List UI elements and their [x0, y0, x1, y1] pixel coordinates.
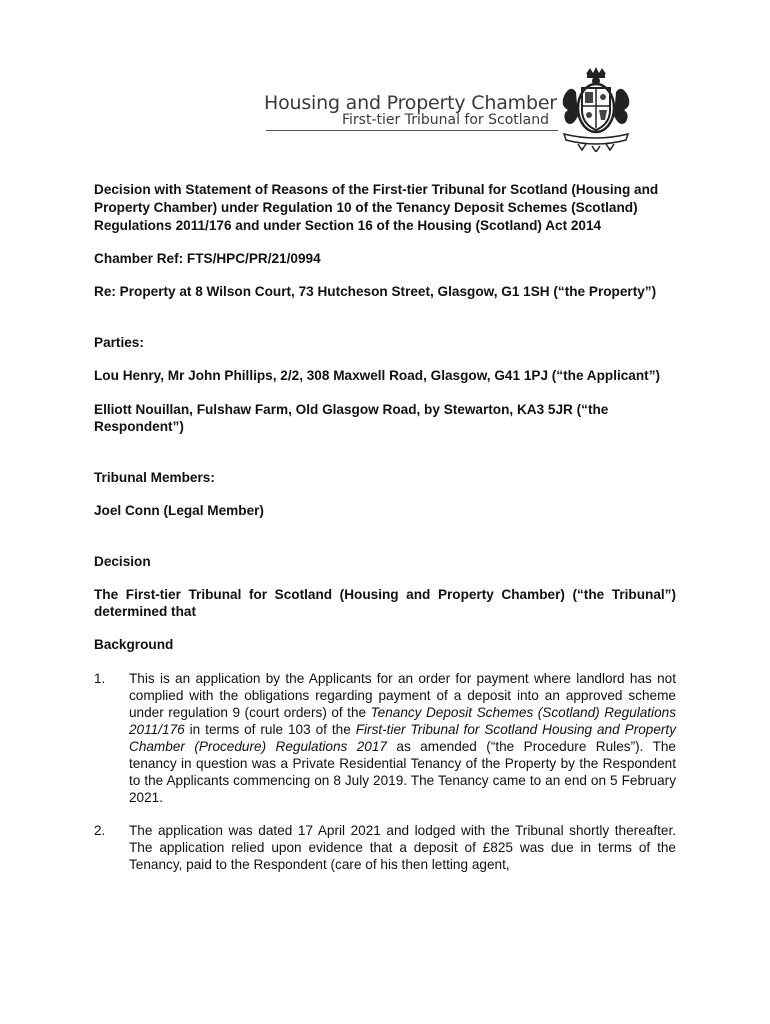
paragraph-text: The application was dated 17 April 2021 and lodged with the Tribunal shortly thereafter. The application relied upon evidence that a deposit of £825 was due in terms of the Tenancy, paid to the Respondent (care of his then letting agent,: [129, 823, 676, 872]
procedure-rules-citation: First-tier Tribunal for Scotland Housing and Property Chamber (Procedure) Regulations 2017: [129, 722, 676, 754]
paragraph-text: [129, 670, 676, 806]
tribunal-member: Joel Conn (Legal Member): [94, 503, 264, 518]
document-body: [94, 181, 676, 873]
tribunal-subtitle: First-tier Tribunal for Scotland: [342, 112, 549, 128]
paragraph-text-part: as amended (“the Procedure Rules”). The tenancy in question was a Private Residential Tenancy of the Property by the Respondent to the Applicants commencing on 8 July 2019. The Tenancy came to an end on 5 February 2021.: [129, 739, 676, 805]
applicant-details: Lou Henry, Mr John Phillips, 2/2, 308 Maxwell Road, Glasgow, G41 1PJ (“the Applicant”): [94, 368, 661, 383]
chamber-title: Housing and Property Chamber: [264, 92, 557, 114]
respondent-details: Elliott Nouillan, Fulshaw Farm, Old Glasgow Road, by Stewarton, KA3 5JR (“the Respondent”): [94, 402, 609, 434]
background-label: Background: [94, 637, 174, 652]
header-rule: [266, 130, 558, 131]
paragraph-number: 1.: [94, 671, 106, 686]
paragraph-text-part: This is an application by the Applicants for an order for payment where landlord has not complied with the obligations regarding payment of a deposit into an approved scheme under regulation 9 (court orders) of the: [129, 671, 676, 720]
paragraph-2: [94, 822, 676, 873]
chamber-reference: Chamber Ref: FTS/HPC/PR/21/0994: [94, 251, 321, 266]
header: [262, 66, 722, 156]
paragraph-text-part: in terms of rule 103 of the: [184, 722, 356, 737]
paragraph-number: 2.: [94, 823, 106, 838]
tribunal-members-label: Tribunal Members:: [94, 470, 215, 485]
royal-crest-icon: [558, 66, 634, 152]
parties-label: Parties:: [94, 335, 144, 350]
regulation-citation: Tenancy Deposit Schemes (Scotland) Regulations 2011/176: [129, 705, 676, 737]
property-reference: Re: Property at 8 Wilson Court, 73 Hutcheson Street, Glasgow, G1 1SH (“the Property”): [94, 284, 657, 299]
decision-label: Decision: [94, 554, 151, 569]
decision-text: The First-tier Tribunal for Scotland (Housing and Property Chamber) (“the Tribunal”) determined that: [94, 587, 676, 619]
document-heading: Decision with Statement of Reasons of the First-tier Tribunal for Scotland (Housing and Property Chamber) under Regulation 10 of the Tenancy Deposit Schemes (Scotland) Regulations 2011/176 and under Section 16 of the Housing (Scotland) Act 2014: [94, 182, 659, 233]
paragraph-1: [94, 670, 676, 806]
